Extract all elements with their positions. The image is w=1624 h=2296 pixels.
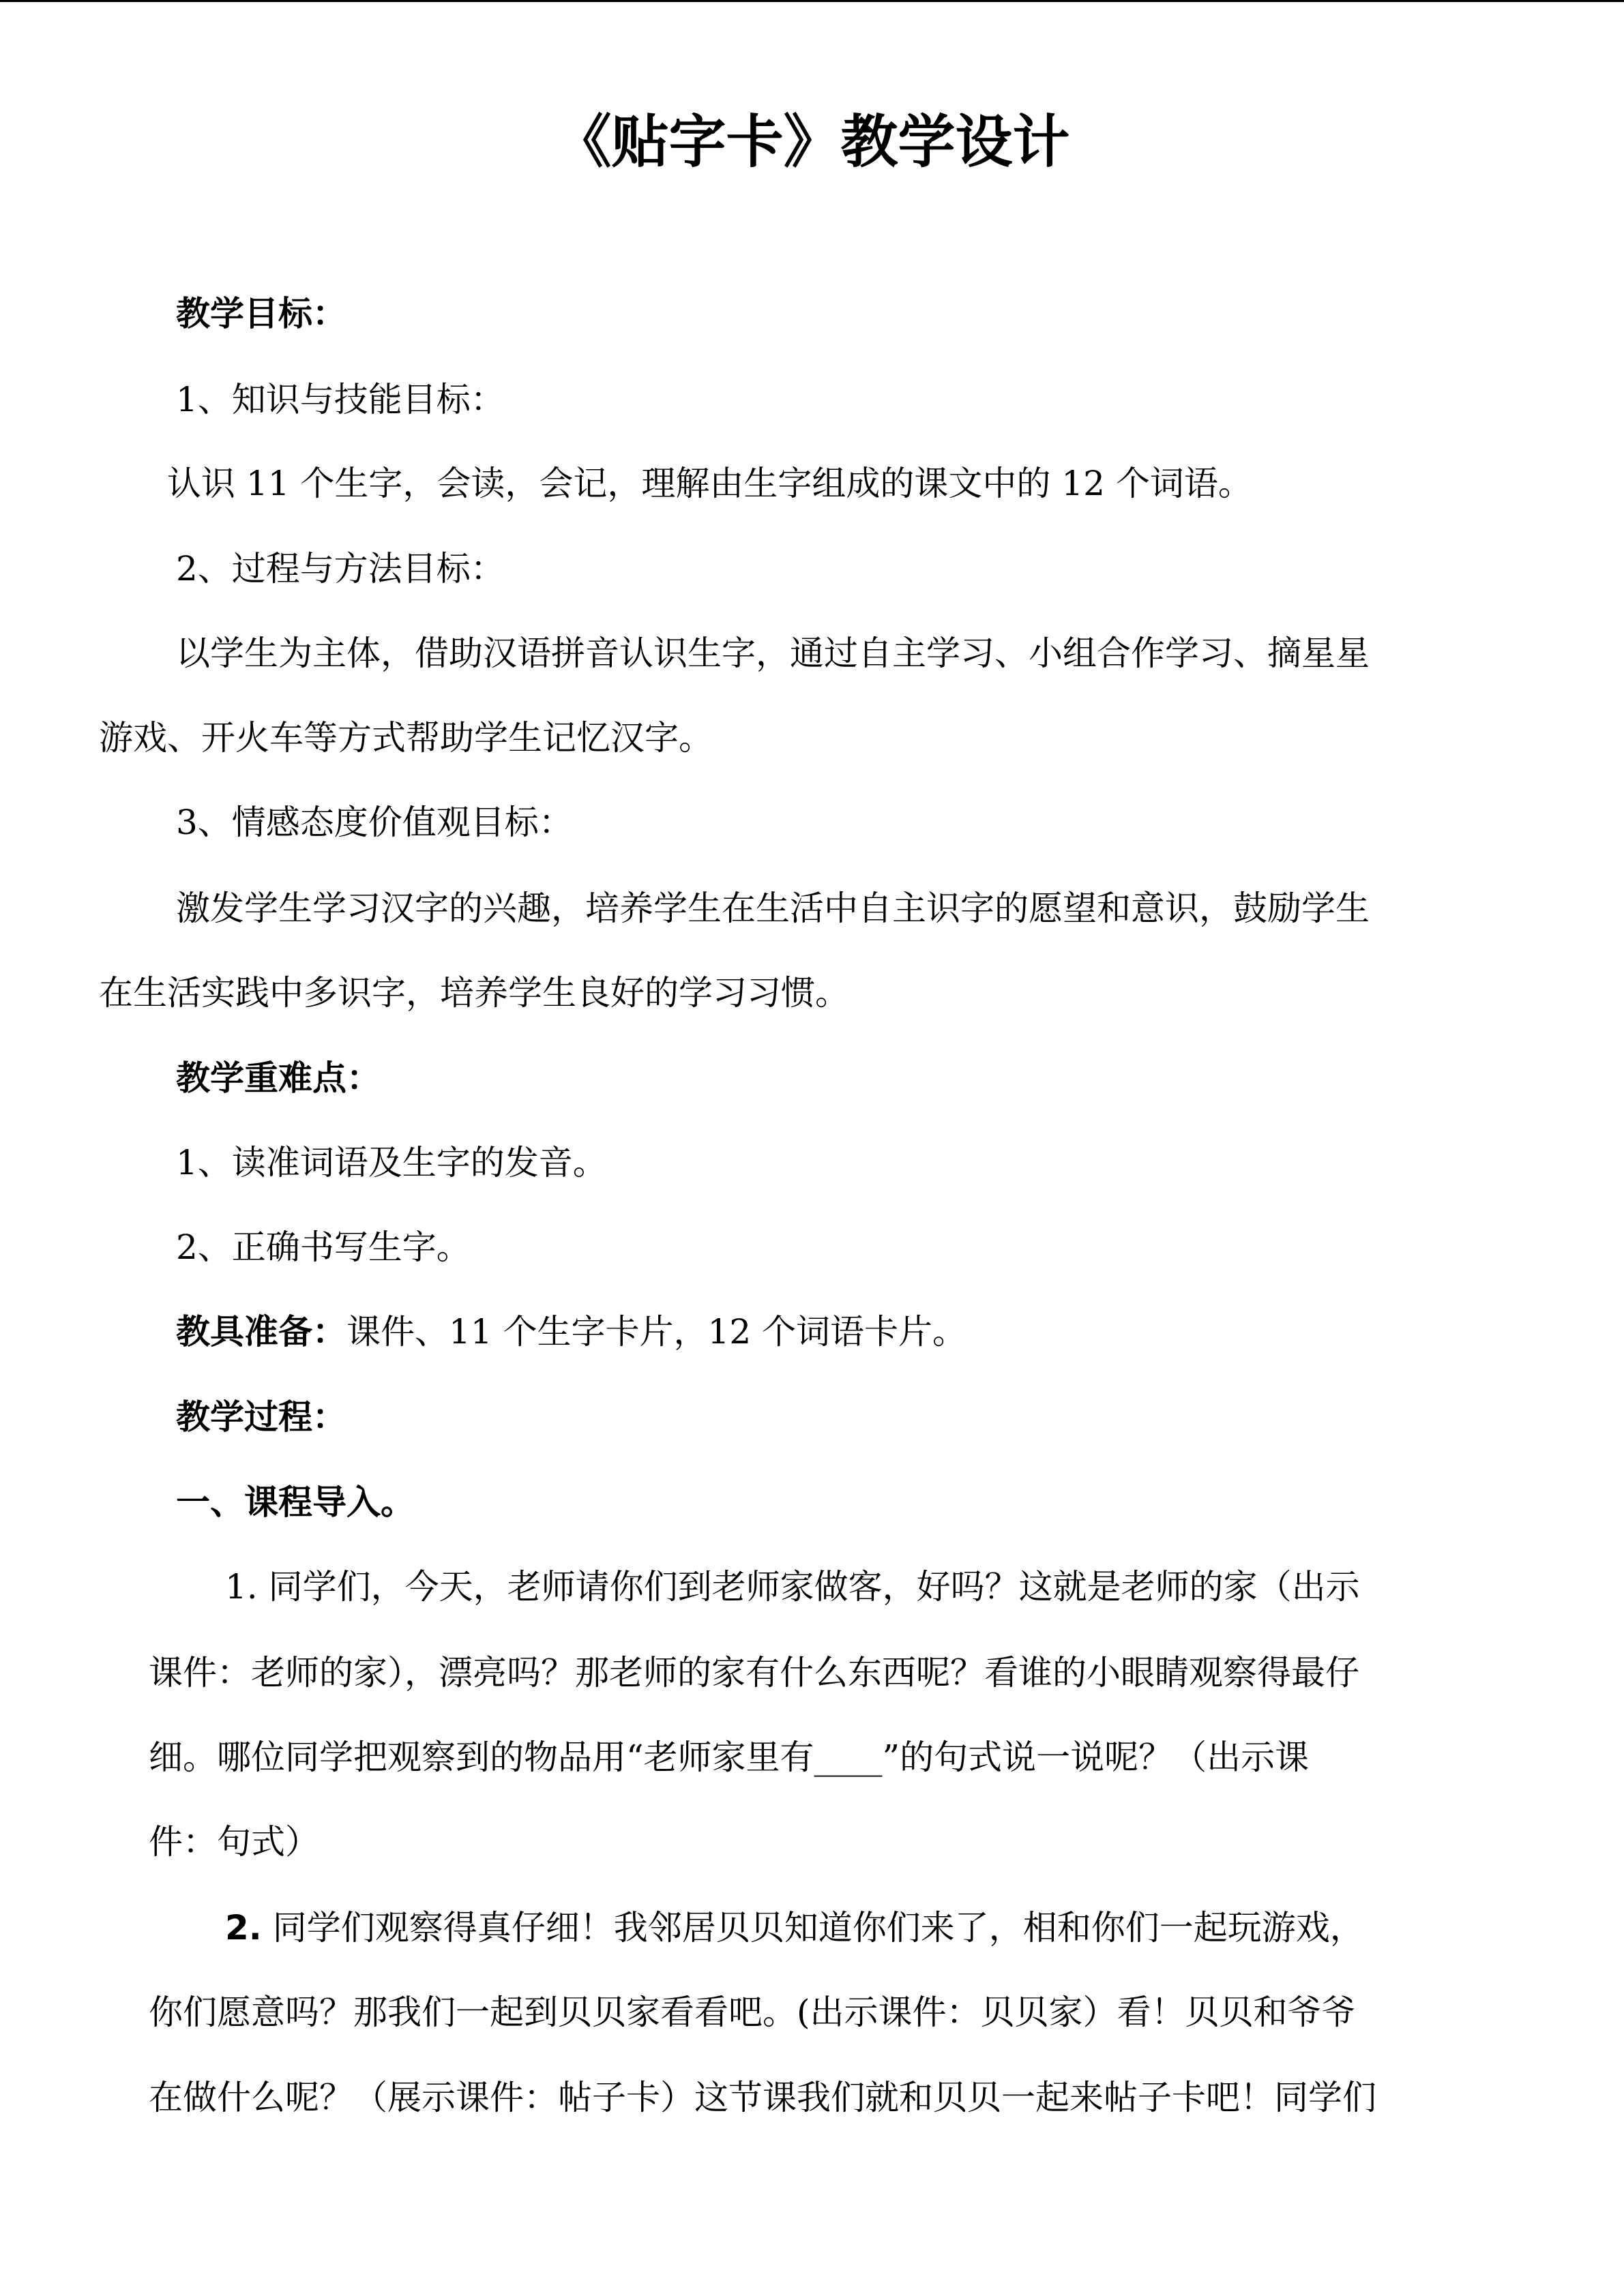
key-point-2: 2、正确书写生字。: [176, 1227, 471, 1267]
para-1-line-2: 课件：老师的家），漂亮吗？那老师的家有什么东西呢？看谁的小眼睛观察得最仔: [149, 1653, 1359, 1693]
section-1-heading: 一、课程导入。: [176, 1482, 415, 1522]
document-title: 《贴字卡》教学设计: [554, 108, 1070, 175]
para-1-line-4: 件：句式）: [149, 1822, 319, 1862]
process-heading: 教学过程：: [176, 1397, 346, 1437]
para-1-line-1: 1. 同学们，今天，老师请你们到老师家做客，好吗？这就是老师的家（出示: [225, 1567, 1360, 1607]
key-points-heading: 教学重难点：: [176, 1058, 381, 1098]
goal-1-title: 1、知识与技能目标：: [176, 380, 505, 419]
teaching-tools: [176, 1310, 966, 1354]
para-1-line-3: 细。哪位同学把观察到的物品用“老师家里有____”的句式说一说呢？（出示课: [149, 1738, 1310, 1777]
para-2-line-3: 在做什么呢？（展示课件：帖子卡）这节课我们就和贝贝一起来帖子卡吧！同学们: [149, 2078, 1376, 2117]
goal-2-title: 2、过程与方法目标：: [176, 549, 505, 588]
goals-heading: 教学目标：: [176, 294, 346, 333]
para-2-number: 2.: [225, 1908, 262, 1948]
key-point-1: 1、读准词语及生字的发音。: [176, 1143, 607, 1182]
goal-3-title: 3、情感态度价值观目标：: [176, 803, 573, 842]
goal-1-text: 认识 11 个生字，会读，会记，理解由生字组成的课文中的 12 个词语。: [167, 464, 1252, 503]
para-2-line-1-text: 同学们观察得真仔细！我邻居贝贝知道你们来了，相和你们一起玩游戏，: [261, 1908, 1364, 1948]
goal-3-text-line-2: 在生活实践中多识字，培养学生良好的学习习惯。: [99, 973, 849, 1013]
goal-2-text-line-1: 以学生为主体，借助汉语拼音认识生字，通过自主学习、小组合作学习、摘星星: [176, 633, 1370, 673]
teaching-tools-text: 课件、11 个生字卡片，12 个词语卡片。: [346, 1312, 967, 1352]
para-2-line-2: 你们愿意吗？那我们一起到贝贝家看看吧。(出示课件：贝贝家）看！贝贝和爷爷: [149, 1993, 1356, 2032]
goal-3-text-line-1: 激发学生学习汉字的兴趣，培养学生在生活中自主识字的愿望和意识，鼓励学生: [176, 889, 1370, 928]
para-2-line-1: [225, 1906, 1364, 1950]
goal-2-text-line-2: 游戏、开火车等方式帮助学生记忆汉字。: [99, 718, 713, 758]
teaching-tools-label: 教具准备：: [176, 1312, 346, 1352]
